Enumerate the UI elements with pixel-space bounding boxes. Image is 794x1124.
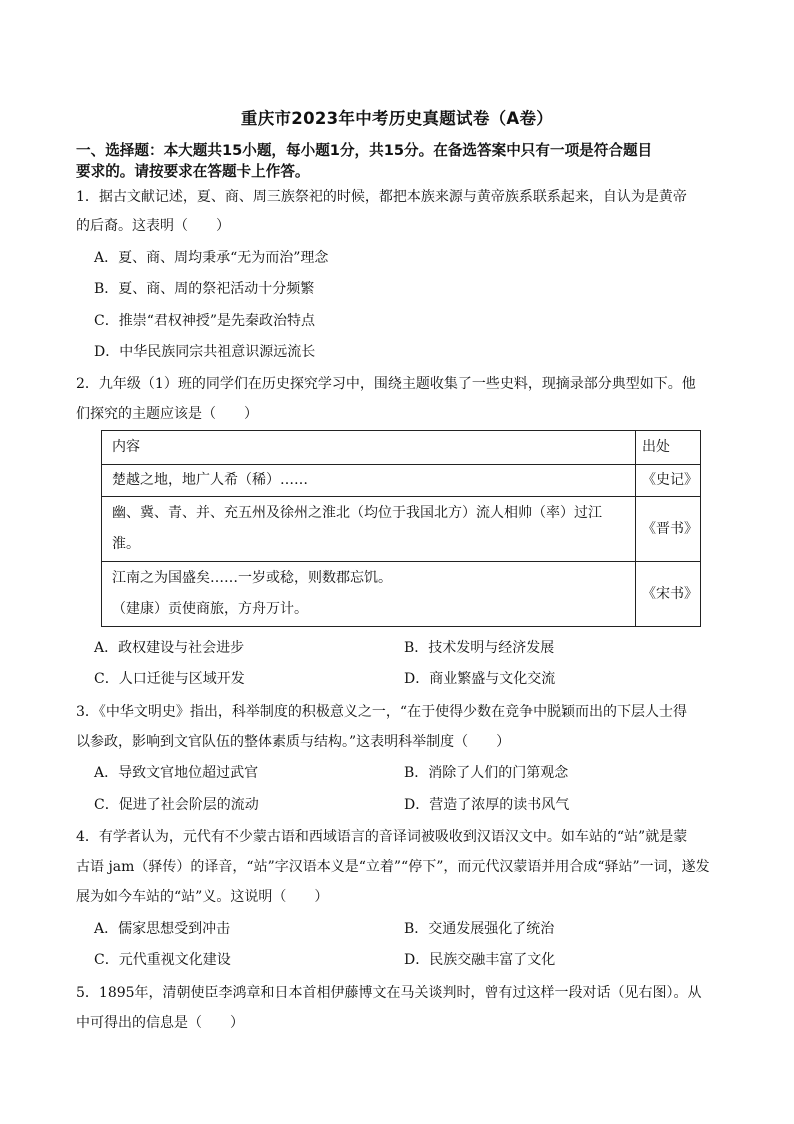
table-cell-source: 《晋书》: [636, 497, 701, 562]
question-stem-line: 展为如今车站的“站”义。这说明（ ）: [76, 889, 329, 905]
table-cell-line: （建康）贡使商旅，方舟万计。: [112, 601, 308, 617]
option-a: A．儒家思想受到冲击: [94, 921, 231, 937]
question-stem-line: 古语 jam（驿传）的译音，“站”字汉语本义是“立着”“停下”，而元代汉蒙语并用合成“驿站”一词，遂发: [76, 859, 710, 875]
section-heading-line: 一、选择题：本大题共15小题，每小题1分，共15分。在备选答案中只有一项是符合题目: [76, 142, 653, 159]
table-header-cell: 出处: [636, 431, 701, 465]
option-d: D．营造了浓厚的读书风气: [404, 797, 570, 813]
question-stem-line: 5．1895年，清朝使臣李鸿章和日本首相伊藤博文在马关谈判时，曾有过这样一段对话（见右图）。从: [76, 985, 702, 1001]
table-header-row: [102, 431, 701, 465]
option-b: B．消除了人们的门第观念: [404, 765, 569, 781]
option-c: C．促进了社会阶层的流动: [94, 797, 259, 813]
option-d: D．商业繁盛与文化交流: [404, 671, 556, 687]
table-cell-source: 《宋书》: [636, 562, 701, 627]
table-cell-content: [102, 497, 636, 562]
table-cell-content: [102, 562, 636, 627]
option-a: A．政权建设与社会进步: [94, 640, 245, 656]
option-b: B．技术发明与经济发展: [404, 640, 555, 656]
question-stem-line: 们探究的主题应该是（ ）: [76, 406, 258, 422]
table-cell-line: 楚越之地，地广人希（稀）……: [112, 472, 308, 488]
option-b: B．交通发展强化了统治: [404, 921, 555, 937]
option-c: C．元代重视文化建设: [94, 952, 231, 968]
option-a: A．夏、商、周均秉承“无为而治”理念: [94, 250, 329, 266]
question-stem-line: 中可得出的信息是（ ）: [76, 1015, 244, 1031]
table-cell-line: 淮。: [112, 536, 140, 552]
table-row: [102, 497, 701, 562]
table-row: [102, 562, 701, 627]
option-c: C．推崇“君权神授”是先秦政治特点: [94, 313, 316, 329]
option-a: A．导致文官地位超过武官: [94, 765, 259, 781]
exam-title: 重庆市2023年中考历史真题试卷（A卷）: [240, 109, 554, 128]
table-cell-line: 江南之为国盛矣……一岁或稔，则数郡忘饥。: [112, 570, 392, 586]
table-cell-line: 幽、冀、青、并、充五州及徐州之淮北（均位于我国北方）流人相帅（率）过江: [112, 505, 602, 521]
option-b: B．夏、商、周的祭祀活动十分频繁: [94, 281, 315, 297]
section-heading-line: 要求的。请按要求在答题卡上作答。: [76, 163, 310, 180]
option-c: C．人口迁徙与区域开发: [94, 671, 245, 687]
table-cell-content: [102, 465, 636, 497]
question-stem-line: 以参政，影响到文官队伍的整体素质与结构。”这表明科举制度（ ）: [76, 734, 511, 750]
section-heading: [76, 140, 736, 182]
option-d: D．中华民族同宗共祖意识源远流长: [94, 344, 316, 360]
question-stem-line: 2．九年级（1）班的同学们在历史探究学习中，围绕主题收集了一些史料，现摘录部分典型如下。他: [76, 376, 696, 392]
question-stem-line: 4．有学者认为，元代有不少蒙古语和西域语言的音译词被吸收到汉语汉文中。如车站的“站”就是蒙: [76, 829, 688, 845]
source-table: [101, 430, 701, 627]
option-d: D．民族交融丰富了文化: [404, 952, 556, 968]
table-header-cell: 内容: [102, 431, 636, 465]
question-stem-line: 的后裔。这表明（ ）: [76, 218, 230, 234]
table-row: [102, 465, 701, 497]
question-stem-line: 3．《中华文明史》指出，科举制度的积极意义之一，“在于使得少数在竞争中脱颖而出的下层人士得: [76, 704, 688, 720]
question-stem-line: 1．据古文献记述，夏、商、周三族祭祀的时候，都把本族来源与黄帝族系联系起来，自认为是黄帝: [76, 189, 687, 205]
table-cell-source: 《史记》: [636, 465, 701, 497]
